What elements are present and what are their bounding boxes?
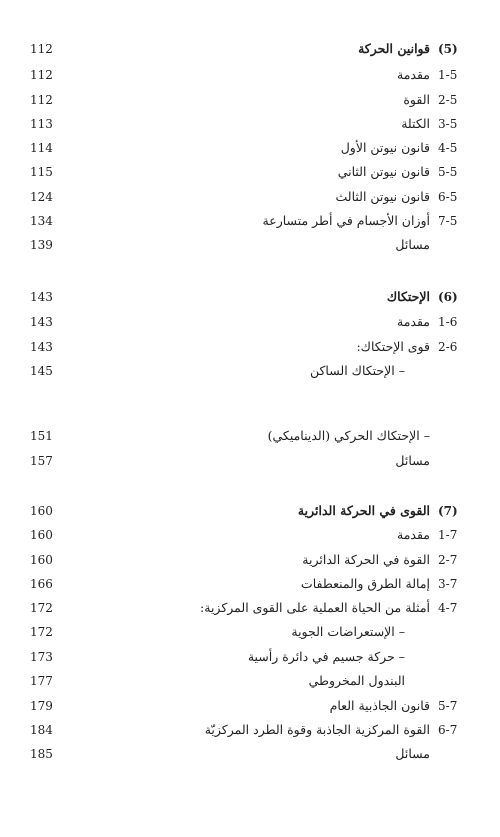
toc-entry-title: القوة المركزية الجاذبة وقوة الطرد المركزيّة [204,722,430,737]
toc-row [0,286,500,308]
toc-page-number: 143 [30,315,53,329]
toc-entry-title: – حركة جسيم في دائرة رأسية [247,649,405,664]
toc-row [0,113,500,135]
toc-row [0,621,500,643]
toc-entry-title: القوة [403,92,430,107]
toc-page-number: 139 [30,238,53,252]
toc-page-number: 157 [30,454,53,468]
toc-entry-title: قانون الجاذبية العام [329,698,430,713]
toc-page-number: 179 [30,699,53,713]
toc-page-number: 134 [30,214,53,228]
toc-entry-title: البندول المخروطي [308,673,405,688]
toc-row [0,336,500,358]
toc-entry-title: القوة في الحركة الدائرية [302,552,430,567]
toc-page-number: 112 [30,93,53,107]
toc-row [0,137,500,159]
toc-page-number: 115 [30,165,53,179]
toc-page-number: 166 [30,577,53,591]
toc-page-number: 160 [30,553,53,567]
toc-page-number: 124 [30,190,53,204]
toc-section-number: (5) [438,42,458,56]
toc-row [0,161,500,183]
toc-section-number: 2-5 [438,93,458,107]
toc-page-number: 185 [30,747,53,761]
toc-page-number: 112 [30,42,53,56]
toc-row [0,311,500,333]
toc-section-number: 2-6 [438,340,458,354]
toc-entry-title: مقدمة [397,527,430,542]
toc-page-number: 177 [30,674,53,688]
toc-entry-title: الكتلة [401,116,430,131]
toc-entry-title: إمالة الطرق والمنعطفات [300,576,430,591]
toc-section-number: (6) [438,290,458,304]
toc-entry-title: قوى الإحتكاك: [356,339,430,354]
toc-section-number: 6-7 [438,723,458,737]
toc-entry-title: مقدمة [397,314,430,329]
toc-row [0,743,500,765]
toc-page-number: 172 [30,601,53,615]
toc-page-number: 160 [30,504,53,518]
toc-section-number: 7-5 [438,214,458,228]
toc-section-number: 5-7 [438,699,458,713]
toc-section-number: 1-5 [438,68,458,82]
toc-entry-title: مسائل [395,237,430,252]
toc-row [0,646,500,668]
toc-row [0,210,500,232]
toc-row [0,425,500,447]
toc-row [0,186,500,208]
toc-page-number: 184 [30,723,53,737]
toc-entry-title: قانون نيوتن الثالث [335,189,430,204]
toc-entry-title: قانون نيوتن الثاني [337,164,430,179]
toc-chapter-title: القوى في الحركة الدائرية [297,503,430,518]
toc-page-number: 151 [30,429,53,443]
toc-section-number: 2-7 [438,553,458,567]
toc-entry-title: – الإستعراضات الجوية [291,624,405,639]
toc-page-number: 143 [30,290,53,304]
toc-section-number: 4-7 [438,601,458,615]
toc-section-number: 1-6 [438,315,458,329]
toc-row [0,89,500,111]
toc-page-number: 114 [30,141,53,155]
toc-row [0,695,500,717]
toc-page-number: 112 [30,68,53,82]
toc-row [0,719,500,741]
toc-row [0,549,500,571]
toc-row [0,450,500,472]
toc-section-number: 5-5 [438,165,458,179]
toc-row [0,597,500,619]
toc-row [0,500,500,522]
toc-row [0,573,500,595]
toc-row [0,360,500,382]
toc-entry-title: أمثلة من الحياة العملية على القوى المركزية: [200,600,430,615]
toc-row [0,524,500,546]
toc-row [0,64,500,86]
toc-section-number: (7) [438,504,458,518]
toc-chapter-title: الإحتكاك [386,289,430,304]
toc-page-number: 113 [30,117,53,131]
toc-page-number: 173 [30,650,53,664]
toc-chapter-title: قوانين الحركة [358,41,430,56]
toc-entry-title: مسائل [395,453,430,468]
toc-section-number: 1-7 [438,528,458,542]
toc-row [0,38,500,60]
toc-entry-title: – الإحتكاك الحركي (الديناميكي) [267,428,430,443]
toc-section-number: 4-5 [438,141,458,155]
toc-page-number: 145 [30,364,53,378]
toc-entry-title: قانون نيوتن الأول [340,140,430,155]
toc-row [0,234,500,256]
toc-entry-title: أوزان الأجسام في أطر متسارعة [262,213,430,228]
toc-entry-title: مسائل [395,746,430,761]
toc-row [0,670,500,692]
toc-page-number: 143 [30,340,53,354]
toc-section-number: 3-5 [438,117,458,131]
toc-section-number: 3-7 [438,577,458,591]
toc-page-number: 172 [30,625,53,639]
toc-entry-title: – الإحتكاك الساكن [309,363,405,378]
toc-section-number: 6-5 [438,190,458,204]
toc-page-number: 160 [30,528,53,542]
toc-entry-title: مقدمة [397,67,430,82]
